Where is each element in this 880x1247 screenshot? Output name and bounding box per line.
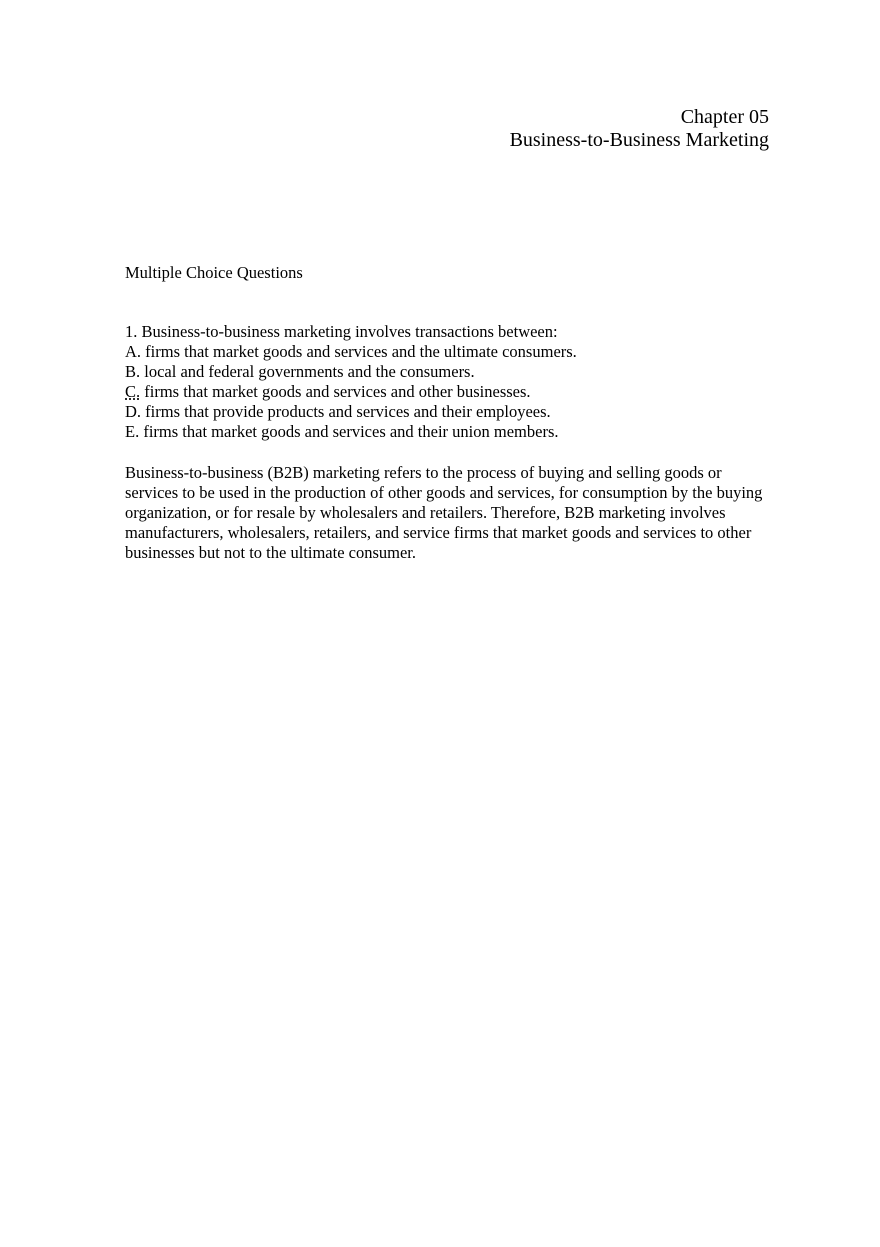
option-text: firms that market goods and services and their union members. [143, 422, 559, 441]
option-text: local and federal governments and the consumers. [144, 362, 475, 381]
question-text: Business-to-business marketing involves transactions between: [141, 322, 558, 341]
answer-option-c [125, 382, 577, 402]
answer-option-b [125, 362, 577, 382]
answer-option-a [125, 342, 577, 362]
option-letter-correct: C. [125, 382, 141, 401]
question-stem [125, 322, 577, 342]
chapter-number: Chapter 05 [680, 106, 769, 128]
section-heading: Multiple Choice Questions [125, 263, 303, 282]
chapter-header [510, 106, 769, 152]
answer-option-e [125, 422, 577, 442]
option-text: firms that provide products and services and their employees. [145, 402, 551, 421]
chapter-title: Business-to-Business Marketing [509, 129, 769, 151]
question-block [125, 322, 577, 442]
answer-option-d [125, 402, 577, 422]
option-text: firms that market goods and services and the ultimate consumers. [145, 342, 577, 361]
question-number: 1. [125, 322, 138, 341]
option-letter: B. [125, 362, 141, 381]
option-letter: E. [125, 422, 140, 441]
option-text: firms that market goods and services and other businesses. [144, 382, 531, 401]
answer-explanation: Business-to-business (B2B) marketing refers to the process of buying and selling goods or services to be used in the production of other goods and services, for consumption by the buying organization, or for resale by wholesalers and retailers. Therefore, B2B marketing involves manufacturers, wholesalers, retailers, and service firms that market goods and services to other businesses but not to the ultimate consumer. [125, 463, 763, 562]
option-letter: A. [125, 342, 142, 361]
option-letter: D. [125, 402, 142, 421]
